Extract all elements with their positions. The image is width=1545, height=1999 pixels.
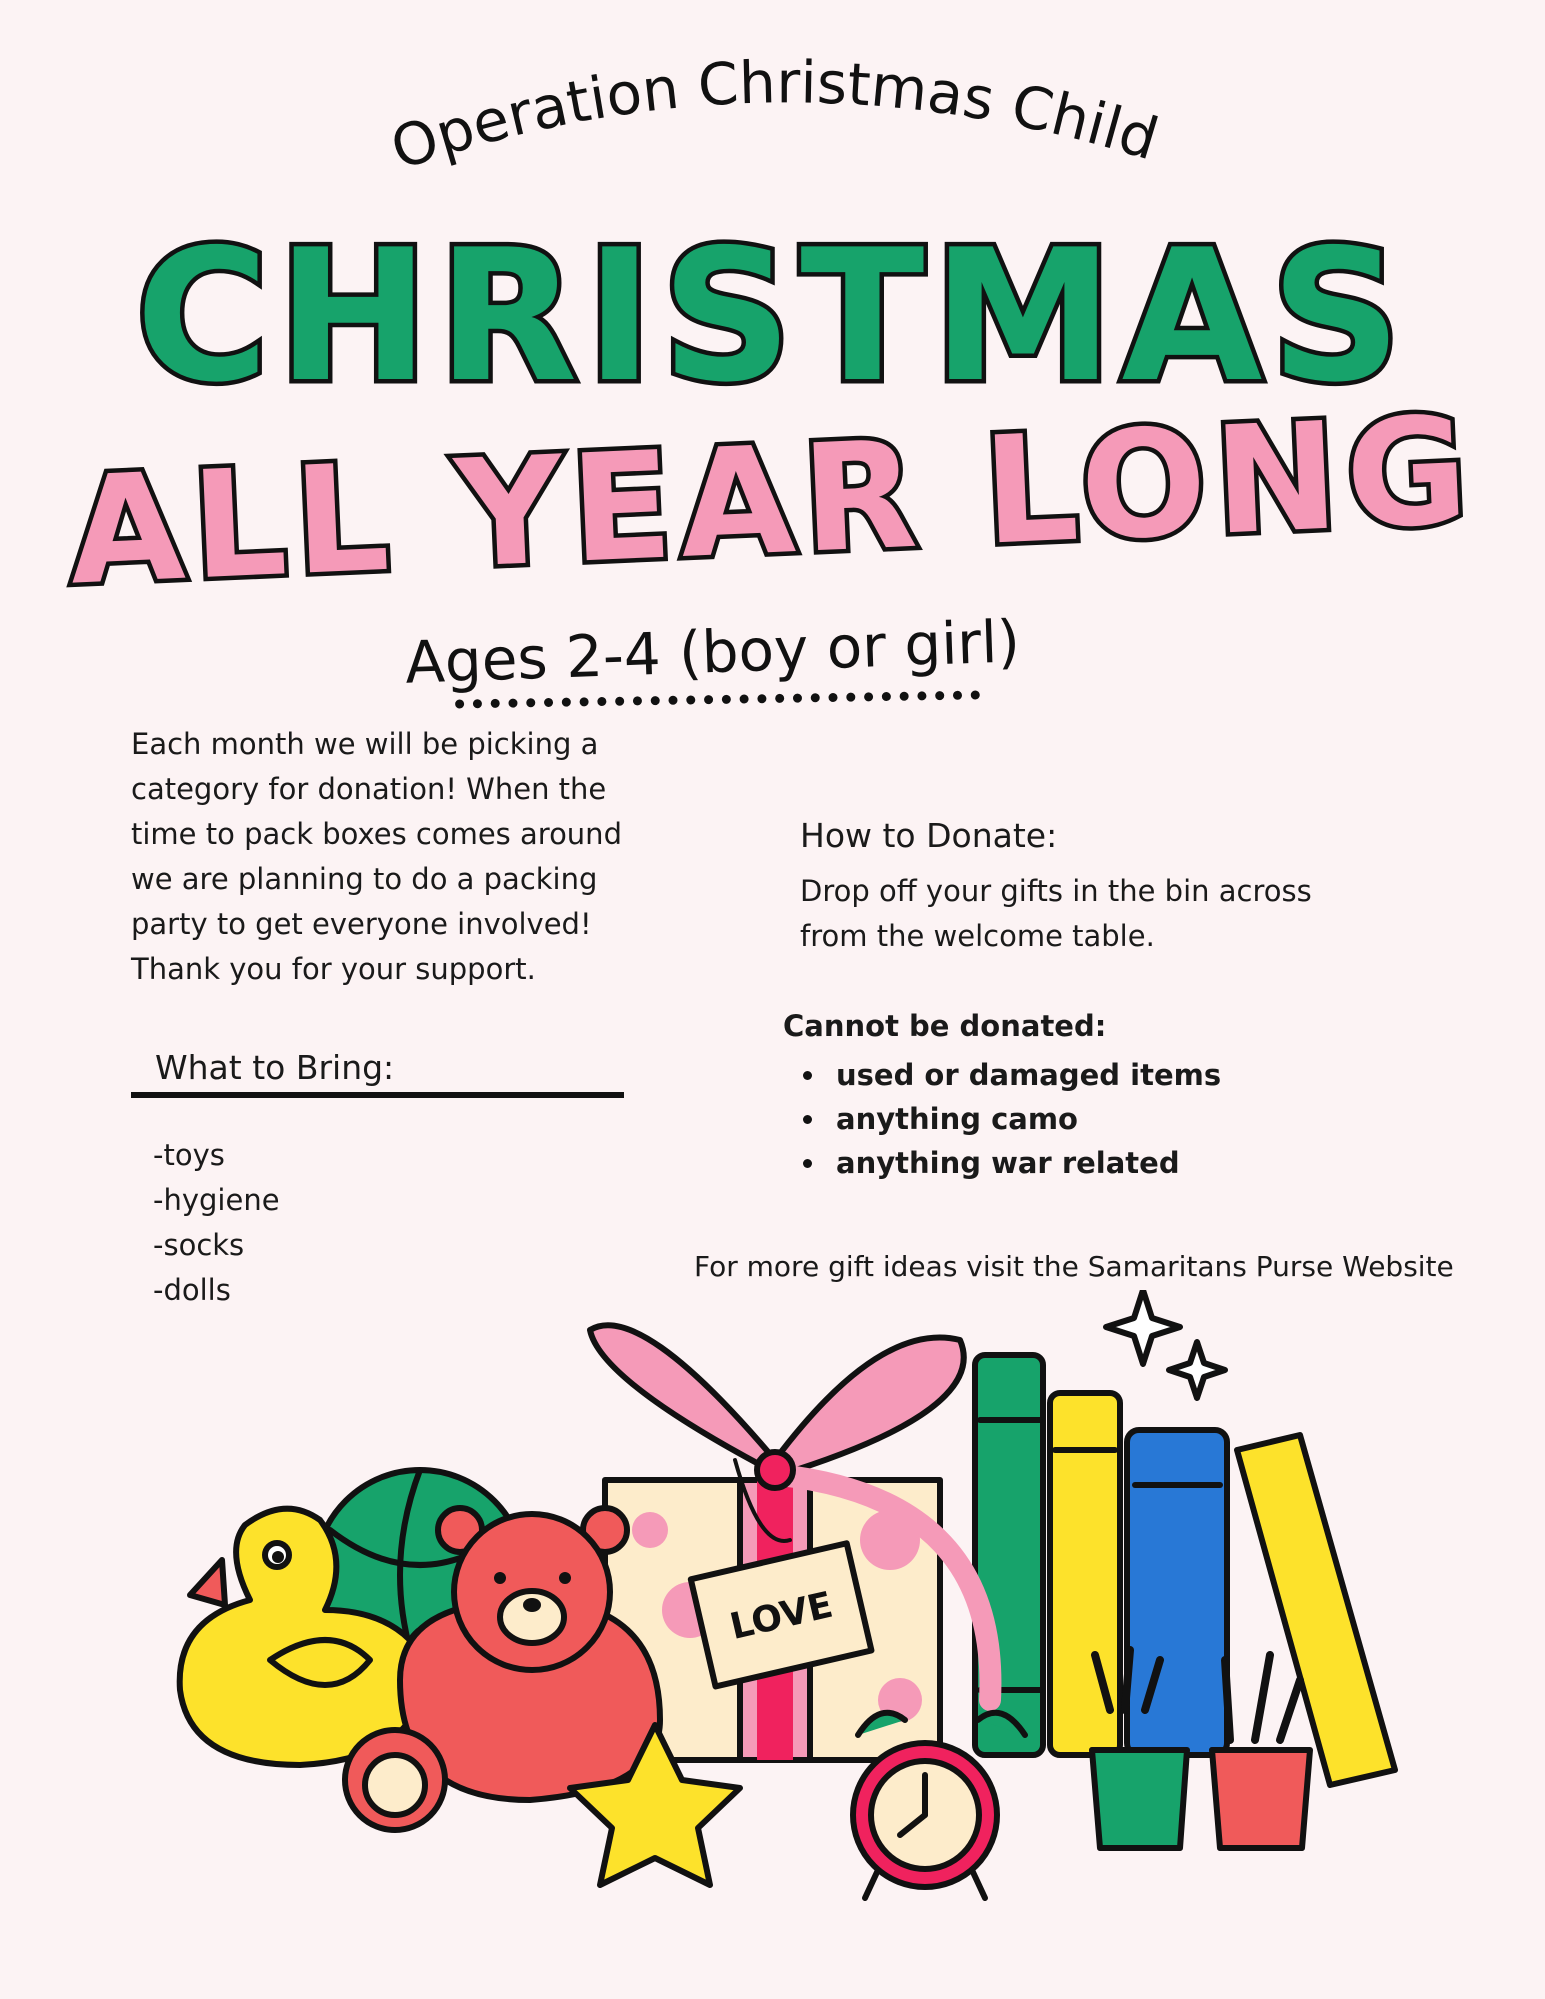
books-icon xyxy=(975,1355,1395,1785)
title-christmas: CHRISTMAS xyxy=(135,210,1410,422)
list-item: anything camo xyxy=(783,1097,1221,1141)
brush-cup-icon xyxy=(1212,1655,1310,1848)
more-gift-ideas-text: For more gift ideas visit the Samaritans Purse Website xyxy=(694,1250,1454,1283)
intro-paragraph: Each month we will be picking a category for donation! When the time to pack boxes comes around we are planning to do a packing party to get everyone involved! Thank you for your support. xyxy=(131,727,622,986)
heading-underline xyxy=(131,1092,624,1098)
title-all-year-long: ALL YEAR LONG xyxy=(65,384,1480,618)
what-to-bring-list xyxy=(153,1133,280,1313)
cannot-donate-heading: Cannot be donated: xyxy=(783,1009,1107,1043)
list-item: -socks xyxy=(153,1228,245,1262)
list-item: -hygiene xyxy=(153,1183,280,1217)
ages-subtitle: Ages 2-4 (boy or girl) xyxy=(404,607,1021,697)
how-to-donate-text: Drop off your gifts in the bin across from the welcome table. xyxy=(800,874,1312,953)
arc-title xyxy=(0,0,1545,200)
list-item: -toys xyxy=(153,1138,225,1172)
list-item: -dolls xyxy=(153,1273,231,1307)
what-to-bring-heading: What to Bring: xyxy=(155,1048,395,1087)
list-item: anything war related xyxy=(783,1141,1221,1185)
arc-title-text: Operation Christmas Child xyxy=(382,48,1166,184)
list-item: used or damaged items xyxy=(783,1053,1221,1097)
cannot-donate-list xyxy=(783,1053,1221,1185)
sparkle-icon xyxy=(1169,1342,1225,1398)
love-tag-text: LOVE xyxy=(726,1584,837,1648)
how-to-donate-heading: How to Donate: xyxy=(800,816,1058,855)
sparkle-icon xyxy=(1106,1290,1180,1364)
gifts-illustration xyxy=(0,1290,1545,1999)
